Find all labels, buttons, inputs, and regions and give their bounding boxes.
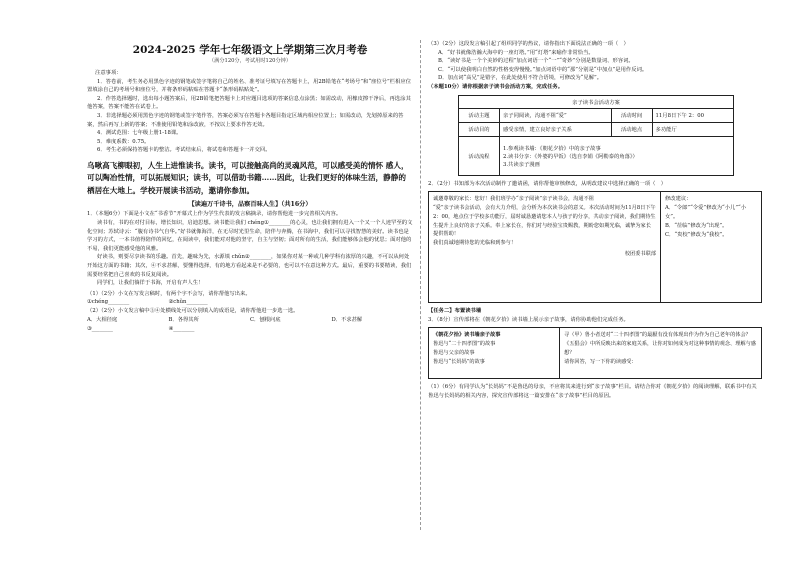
notice-item: 2．作答选择题时，选出每小题答案后，用2B铅笔把答题卡上对应题目选项的答案信息点涂黑；如需改动，用橡皮擦干净后，再选涂其他答案，答案不能答在试卷上。: [87, 95, 411, 111]
right-column: [428, 40, 762, 401]
edit-option[interactable]: C．“贵校”修改为“我校”。: [665, 232, 728, 239]
reading-wall-right: [560, 328, 761, 378]
invitation-box: [428, 191, 762, 303]
plan-label: 活动主题: [459, 108, 500, 122]
blank-4[interactable]: ④________: [168, 325, 195, 332]
question-1-1: （1）（2分）小文在写发言稿时，有两个字不会写，请你帮他写出来。: [87, 290, 251, 297]
option-a[interactable]: A．“好书就像浩瀚大海中的一座灯塔。”用“灯塔”来喻作非常恰当。: [438, 49, 594, 56]
plan-label: 活动目的: [459, 122, 500, 136]
question-2-stem: 2．（2分）书知部为本次活动制作了邀请函，请你帮他审核修改，从明改建议中选择正确的一项（ ）: [428, 180, 667, 187]
intro-paragraph: 乌啾高飞柳眼初，人生上进惟读书。读书，可以接触高尚的灵魂风范，可以感受美的情怀 感人，可以陶冶性情，可以拓展知识；读书，可以借助书籍……因此，让我们更好的体味生活，静静的栖居在大地上。学校开展读书活动，邀请你参加。: [87, 160, 409, 195]
wall-title: 《朝花夕拾》读书墙亲子故事: [433, 332, 501, 339]
plan-label: 活动流程: [459, 136, 500, 175]
option-b[interactable]: B．各得其所: [168, 316, 199, 323]
plan-flow-step: 2.读书分享：《外婆的早饭》（选自李娟《阿勒泰的角落》）: [503, 153, 638, 160]
question-3-1: （1）（6分）有同学认为“长妈妈”不是鲁迅的母亲，不应将其来进行到“亲子故事”栏目。请结合你对《朝花夕拾》的阅读理解，联系书中有关鲁迅与长妈妈的相关内容，探究宣传部将这一篇安排在“亲子故事”栏目的原因。: [428, 384, 757, 399]
wall-note-2: 请你回答，写一下你的读感受：: [564, 358, 637, 365]
plan-label: 活动地点: [611, 122, 652, 136]
passage-paragraph: 同学们，让我们徜徉于书海，开启有声人生！: [97, 280, 204, 287]
options-row: [87, 316, 413, 325]
plan-time: 11月8日下午 2：00: [652, 108, 733, 122]
task-intro: （本题10分）请你根据亲子读书会活动方案，完成任务。: [428, 83, 564, 90]
question-3-stem: 3．（8分）宣传部将在《朝花夕拾》读书墙上展示亲子故事，请你协助他们完成任务。: [428, 316, 629, 323]
plan-flow-step: 3.共读亲子漫画: [503, 161, 540, 168]
task-2-heading: 【任务二】布置读书墙: [428, 308, 482, 315]
wall-item: 鲁迅与父亲的故事: [433, 349, 475, 356]
letter-line: “爱”亲子读书会活动，会有大力介绍，会分析为本次读书会的意义。本次活动时间为11月8日下午2：00，地点位于学校多功能厅，届时诚恳邀请您本人与孩子的分享，共动亲子阅读，我们期待生生提升上良好的亲子关系。奉上家长在，你们对与经验宝贵赐教，期盼您如期光临，诚挚为家长提供帮助！: [433, 204, 656, 238]
wall-item: 鲁迅与“二十四孝图”的故事: [433, 341, 496, 348]
notice-item: 4．测试范围：七年级上册1-18课。: [97, 130, 182, 137]
notice-item: 3．非选择题必须用黑色字迹的钢笔或签字笔作答，答案必须写在答题卡各题目指定区域内相应位置上；如需改动，先划掉原来的答案，然后再写上新的答案；不准使用铅笔和涂改液，不按以上要求作答无效。: [87, 112, 404, 128]
edit-option[interactable]: A．“令郎”“令爱”修改为“小儿”“小女”。: [665, 205, 747, 221]
blanks-row-1: [87, 298, 413, 307]
letter-signature: 校团委书联部: [624, 250, 656, 257]
section-heading-1: 【读遍万千诗书，品察百味人生】（共16分）: [188, 201, 312, 209]
plan-goal: 感受亲情，建立良好亲子关系: [500, 122, 612, 136]
passage-paragraph: 好读书，则要尽享读书的乐趣。首先，趣味为先，水源填 chǔn②________，如果你对某一种或几种学科有浓厚的兴趣，不可以从何处开始这方面的书籍；其次，④不求甚解，要懂得选择，有的地方看起来是不必要的，也可以不在意这种方式。最后，重要的书要精读，我们需要经常把自己喜欢的书反复阅读。: [87, 254, 412, 278]
reading-wall-left: [429, 328, 560, 378]
plan-theme: 亲子同阅读，沟通不阻“爱”: [500, 108, 612, 122]
plan-flow: [500, 136, 734, 175]
option-a[interactable]: A．大相径庭: [87, 316, 118, 323]
passage-paragraph: 读书有，书的在对付目标，增长知识，启迪思想。读书能让我们 chéng①________的心灵，也让我们拥有进入一个又一个人迹罕至的文化空间；苏轼诗云：“腹有诗书气自华。”好书就像海洋，在无尽时光里生命，陪伴与奔腾，在书海中，我们可以寻找智慧的美好。读书也是学习的方式，一本书值得陪伴的回忆，在阅读中，我们能对对他的坚守，自主与坚韧；面对所有的生活，我们能够体会他的忧思；面对他的不易，我们更能感受他的风雅。: [87, 220, 413, 252]
edit-suggestions: [661, 192, 761, 302]
letter-line: 诚邀尊敬的家长：您好！我们班学办“亲子阅读”亲子读书会，沟通不阻: [433, 196, 594, 203]
blank-chǔn[interactable]: ②chǔn________: [168, 299, 208, 306]
plan-title: 亲子读书会活动方案: [459, 95, 734, 108]
question-1-3: （3）（2分）这段发言稿引起了组织同学的热议，请你指出下面说法正确的一项（ ）: [428, 41, 629, 47]
option-c[interactable]: C．刨根问底: [250, 316, 281, 323]
blank-3[interactable]: ③________: [87, 325, 113, 332]
plan-place: 多功能厅: [652, 122, 733, 136]
notice-item: 6．考生必须保持答题卡的整洁。考试结束后，将试卷和答题卡一并交回。: [97, 147, 271, 154]
letter-line: 我们真诚地期待您的光临和到参与！: [433, 240, 517, 247]
option-d[interactable]: D．加点词“高兄”是错字，在此处使用不符合语境，可修改为“见解”。: [438, 75, 603, 82]
left-column: [87, 38, 413, 334]
edit-heading: 修改建议：: [665, 196, 692, 203]
blanks-row-2: [87, 325, 413, 334]
exam-subtitle: （满分120分，考试用时120分钟）: [208, 58, 292, 64]
wall-item: 鲁迅与“长妈妈”的故事: [433, 358, 485, 365]
blank-chéng[interactable]: ①chéng________: [87, 299, 130, 306]
question-1-stem: 1．（本题6分）下面是小文在“书香节”开幕式上作为学生代表的发言稿摘录，请你帮他进一步完善相关内容。: [87, 211, 342, 218]
option-d[interactable]: D．不求甚解: [331, 316, 363, 323]
notice-item: 1．答卷前，考生务必用黑色字迹的钢笔或签字笔将自己的姓名、准考证号填写在答题卡上，用2B铅笔在“考场号”和“座位号”栏相应位置填涂自己的考场号和座位号，并将条形码粘贴在答题卡“条形码粘贴处”。: [87, 78, 412, 94]
column-divider: [420, 40, 421, 530]
exam-title: 2024-2025 学年七年级语文上学期第三次月考卷: [132, 44, 368, 56]
question-1-2: （2）（2分）小文发言稿中③④处横线处可以分别填入的成语是，请你帮他进一步选一选。: [87, 308, 299, 315]
option-b[interactable]: B．“读好书是一个个美妙的过程”加点词语一个“一”“奇妙”分别是数量词、形容词。: [438, 58, 634, 65]
option-c[interactable]: C．“可以使我明白自然的性格变得慢慢。”加点词语中的“那”分别是“中加点”是用作反词。: [438, 66, 648, 73]
reading-wall-box: [428, 327, 762, 379]
plan-flow-step: 1.参观读书墙：《朝花夕拾》中的亲子故事: [503, 145, 601, 152]
activity-plan-table: [458, 95, 734, 176]
edit-option[interactable]: B．“莅临”修改为“出现”。: [665, 223, 728, 230]
wall-note: 寻（甲）鲁小者送对“二十四孝图”的最厭有没有体现出作为作为自己老年的体会？《五猖会》中所反映出来的家庭关系，让你对如何成为对这种事情的观念、理解与感想？: [564, 332, 756, 356]
notice-heading: 注意事项：: [95, 70, 122, 76]
notice-item: 5．难度系数：0.75。: [97, 138, 150, 145]
invitation-letter: [429, 192, 661, 302]
plan-label: 活动时间: [611, 108, 652, 122]
